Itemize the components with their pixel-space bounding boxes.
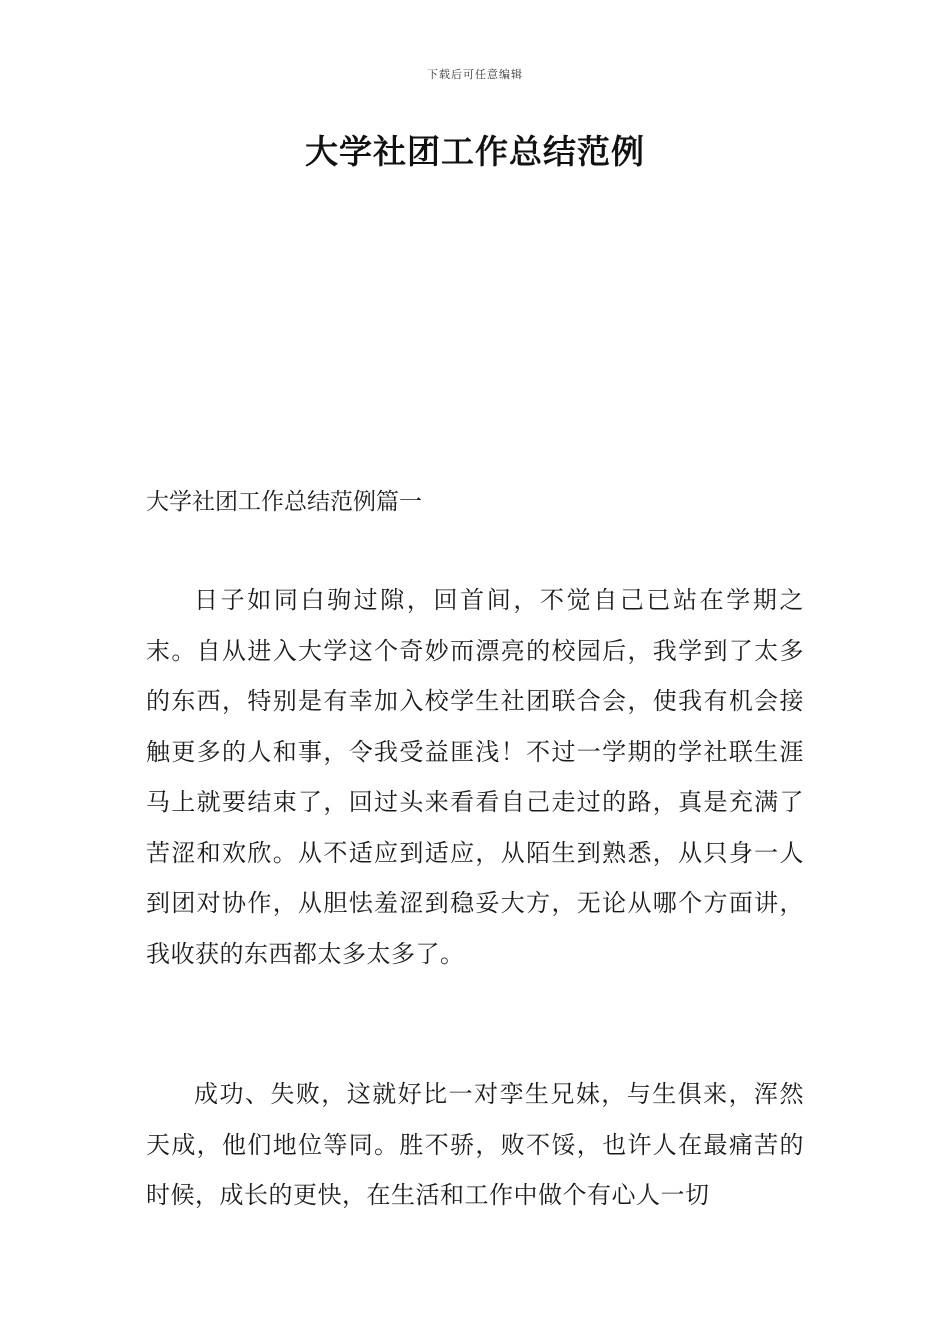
body-paragraph-2: 成功、失败，这就好比一对孪生兄妹，与生俱来，浑然天成，他们地位等同。胜不骄，败不馁，也许人在最痛苦的时候，成长的更快，在生活和工作中做个有心人一切 <box>146 1080 804 1209</box>
body-paragraph-1: 日子如同白驹过隙，回首间，不觉自己已站在学期之末。自从进入大学这个奇妙而漂亮的校园后，我学到了太多的东西，特别是有幸加入校学生社团联合会，使我有机会接触更多的人和事，令我受益匪浅！不过一学期的学社联生涯马上就要结束了，回过头来看看自己走过的路，真是充满了苦涩和欢欣。从不适应到适应，从陌生到熟悉，从只身一人到团对协作，从胆怯羞涩到稳妥大方，无论从哪个方面讲，我收获的东西都太多太多了。 <box>146 586 804 968</box>
document-title: 大学社团工作总结范例 <box>305 132 645 171</box>
section-heading: 大学社团工作总结范例篇一 <box>146 489 422 515</box>
header-note: 下载后可任意编辑 <box>427 68 523 81</box>
